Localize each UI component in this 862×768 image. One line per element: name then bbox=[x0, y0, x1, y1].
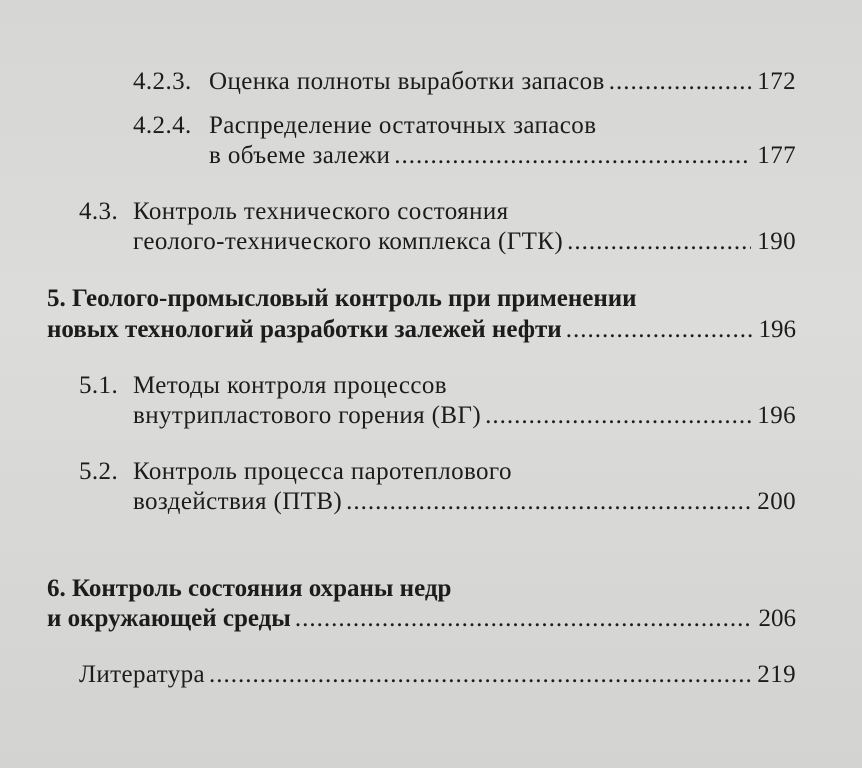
toc-entry-5-1-line1 bbox=[79, 372, 447, 400]
toc-chapter-6-line1 bbox=[47, 575, 451, 603]
toc-chapter-6-line2 bbox=[47, 605, 796, 633]
toc-chapter-title: 5. Геолого-промысловый контроль при применении bbox=[47, 285, 637, 312]
toc-entry-title: Распределение остаточных запасов bbox=[209, 112, 597, 139]
toc-entry-4-2-4-line2 bbox=[209, 142, 796, 170]
toc-entry-title: Литература bbox=[79, 661, 205, 688]
toc-entry-4-3-line1 bbox=[79, 198, 509, 226]
toc-entry-page: 206 bbox=[758, 605, 796, 632]
toc-chapter-title-cont: и окружающей среды bbox=[47, 605, 291, 632]
toc-entry-5-2-line2 bbox=[133, 488, 796, 516]
toc-entry-title: Методы контроля процессов bbox=[133, 372, 447, 399]
toc-chapter-title: 6. Контроль состояния охраны недр bbox=[47, 575, 452, 602]
toc-entry-number: 5.1. bbox=[79, 372, 119, 399]
toc-entry-title: Контроль технического состояния bbox=[133, 198, 509, 225]
toc-entry-4-3-line2 bbox=[133, 228, 796, 256]
toc-entry-5-2-line1 bbox=[79, 458, 512, 486]
leader-dots bbox=[485, 402, 751, 430]
toc-chapter-5-line2 bbox=[47, 316, 796, 344]
toc-entry-page: 200 bbox=[757, 488, 796, 515]
toc-entry-page: 219 bbox=[757, 661, 796, 688]
toc-entry-title: Оценка полноты выработки запасов bbox=[209, 68, 605, 95]
leader-dots bbox=[209, 661, 751, 689]
toc-entry-number: 5.2. bbox=[79, 458, 119, 485]
toc-entry-title-cont: в объеме залежи bbox=[209, 142, 391, 169]
toc-entry-page: 196 bbox=[758, 316, 796, 343]
toc-entry-number: 4.2.4. bbox=[133, 112, 192, 139]
toc-entry-4-2-3 bbox=[133, 68, 796, 96]
toc-entry-number: 4.3. bbox=[79, 198, 119, 225]
toc-entry-page: 172 bbox=[757, 68, 796, 95]
leader-dots bbox=[394, 142, 751, 170]
toc-entry-title-cont: воздействия (ПТВ) bbox=[133, 488, 343, 515]
toc-entry-title-cont: внутрипластового горения (ВГ) bbox=[133, 402, 482, 429]
toc-entry-literature bbox=[79, 661, 796, 689]
toc-entry-title: Контроль процесса паротеплового bbox=[133, 458, 512, 485]
toc-entry-5-1-line2 bbox=[133, 402, 796, 430]
leader-dots bbox=[566, 316, 753, 344]
leader-dots bbox=[346, 488, 751, 516]
toc-chapter-title-cont: новых технологий разработки залежей нефти bbox=[47, 316, 562, 343]
toc-entry-number: 4.2.3. bbox=[133, 68, 192, 95]
leader-dots bbox=[609, 68, 752, 96]
toc-entry-title-cont: геолого-технического комплекса (ГТК) bbox=[133, 228, 564, 255]
toc-entry-page: 196 bbox=[757, 402, 796, 429]
leader-dots bbox=[295, 605, 753, 633]
leader-dots bbox=[567, 228, 751, 256]
toc-entry-4-2-4-line1 bbox=[133, 112, 596, 140]
toc-chapter-5-line1 bbox=[47, 285, 637, 313]
toc-entry-page: 177 bbox=[757, 142, 796, 169]
toc-entry-page: 190 bbox=[757, 228, 796, 255]
